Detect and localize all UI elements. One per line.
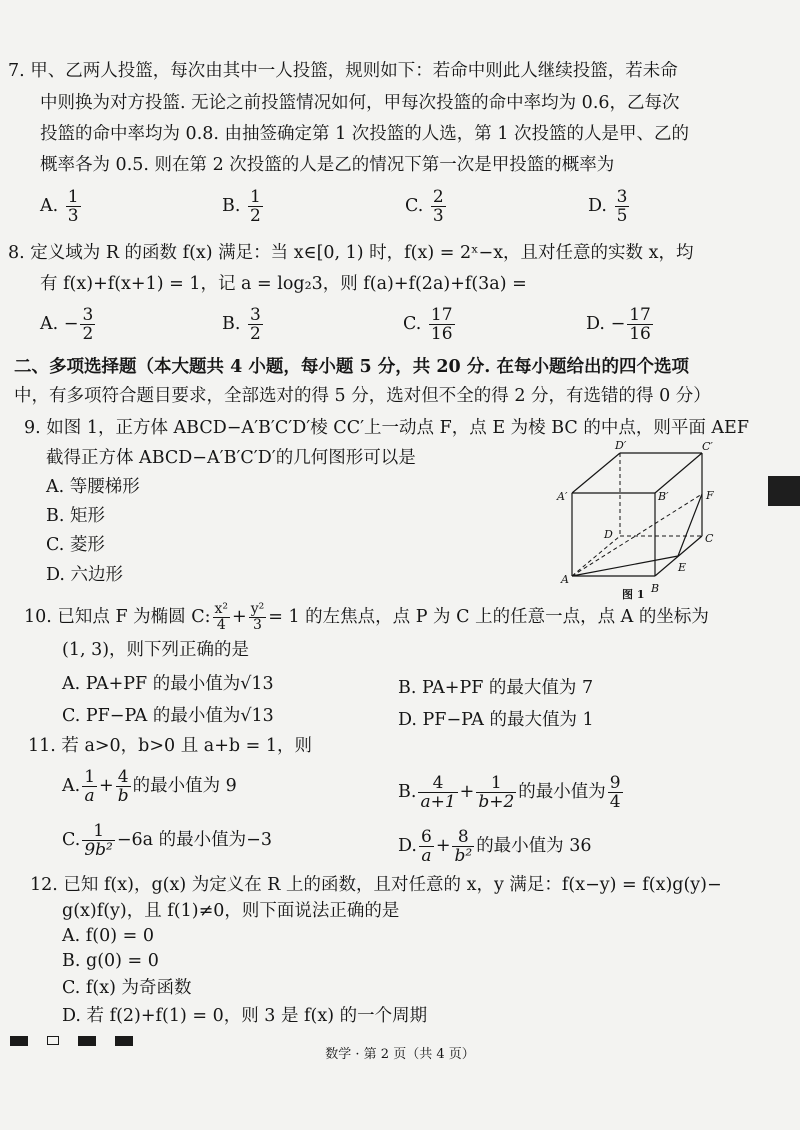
option-label: D. [398,836,417,856]
label-a1: A′ [557,490,568,503]
q9-option-c: C. 菱形 [46,535,105,555]
option-sign: − [610,314,626,334]
q11-stem: 11. 若 a>0，b>0 且 a+b = 1，则 [28,736,313,756]
frac-num: 1 [82,822,115,841]
label-f: F [706,489,714,502]
label-d1: D′ [615,439,627,452]
frac-num: x² [214,601,229,617]
frac-den: b [117,786,129,806]
label-c: C [705,532,714,545]
option-label: B. [222,196,241,216]
frac-num: 17 [430,305,453,325]
q7-line-1: 7. 甲、乙两人投篮，每次由其中一人投篮，规则如下：若命中则此人继续投篮，若未命 [8,61,678,81]
q10-plus: + [232,607,247,627]
frac-den: a+1 [420,792,456,812]
option-label: C. [405,196,424,216]
q7-option-a [40,188,83,225]
option-sign: − [63,314,79,334]
q7-line-4: 概率各为 0.5. 则在第 2 次投篮的人是乙的情况下第一次是甲投篮的概率为 [40,155,615,175]
option-label: A. [62,776,81,796]
frac-den: 2 [82,324,94,344]
option-label: B. [398,782,417,802]
frac-num: 1 [67,187,79,207]
option-tail: 的最小值为 36 [476,836,592,856]
q11-option-b [398,774,625,811]
frac-den: 3 [432,206,444,226]
line-ae [572,556,678,576]
q7-option-d [588,188,631,225]
q10-option-d: D. PF−PA 的最大值为 1 [398,710,594,730]
q12-line-2: g(x)f(y)，且 f(1)≠0，则下面说法正确的是 [62,901,400,921]
section-2-instructions: 中，有多项符合题目要求，全部选对的得 5 分，选对但不全的得 2 分，有选错的得 0 分） [14,386,711,406]
q11-option-d [398,828,592,865]
frac-den: 5 [616,206,628,226]
frac-den: 2 [250,324,261,344]
frac-1 [418,774,457,811]
hidden-edge-ad [572,536,620,576]
q7-option-c [405,188,448,225]
operator: + [459,782,475,802]
q7-line-3: 投篮的命中率均为 0.8. 由抽签确定第 1 次投篮的人选，第 1 次投篮的人是甲、乙的 [40,124,690,144]
option-fraction [429,306,455,343]
q12-option-d: D. 若 f(2)+f(1) = 0，则 3 是 f(x) 的一个周期 [62,1006,428,1026]
frac-den: 9b² [84,840,113,860]
q12-option-b: B. g(0) = 0 [62,951,159,971]
operator: + [435,836,451,856]
option-tail: 的最小值为 9 [132,776,237,796]
q10-option-b: B. PA+PF 的最大值为 7 [398,678,594,698]
frac-num: 1 [84,767,96,787]
q7-line-2: 中则换为对方投篮. 无论之前投篮情况如何，甲每次投篮的命中率均为 0.6，乙每次 [40,93,680,113]
frac-num: 8 [452,828,474,847]
q9-option-a: A. 等腰梯形 [46,477,140,497]
frac-num: 4 [418,774,457,793]
q9-option-d: D. 六边形 [46,565,124,585]
option-label: D. [588,196,607,216]
option-label: C. [62,830,81,850]
q9-line-2: 截得正方体 ABCD−A′B′C′D′的几何图形可以是 [46,448,416,468]
option-fraction [627,306,653,343]
edge-b1c1 [655,453,702,493]
operator: + [99,776,114,796]
q10-option-a: A. PA+PF 的最小值为√13 [62,674,274,694]
frac-num: y² [250,601,265,617]
option-label: B. [222,314,241,334]
frac-num: 9 [609,773,621,793]
frac-1 [82,768,97,805]
frac-den: 4 [609,792,621,812]
frac-den: a [421,846,432,866]
frac-den: b² [454,846,473,866]
section-2-heading: 二、多项选择题（本大题共 4 小题，每小题 5 分，共 20 分. 在每小题给出的四个选项 [14,357,689,377]
option-fraction [80,306,95,343]
q10-line-1 [24,600,709,634]
option-fraction [431,188,446,225]
option-label: A. [40,196,59,216]
q9-option-b: B. 矩形 [46,506,105,526]
page-footer: 数学 · 第 2 页（共 4 页） [325,1047,475,1062]
frac-2 [476,774,516,811]
label-a: A [561,573,569,586]
option-tail: −6a 的最小值为−3 [116,830,272,850]
frac-1 [82,822,115,859]
frac-den: 16 [430,324,453,344]
frac-den: 2 [250,206,261,226]
edge-a1d1 [572,453,620,493]
label-d: D [604,528,613,541]
q8-line-1: 8. 定义域为 R 的函数 f(x) 满足：当 x∈[0, 1) 时，f(x) = 2ˣ−x，且对任意的实数 x，均 [8,243,694,263]
option-label: A. [40,314,59,334]
q8-option-d [586,306,655,343]
q10-line-2: (1, 3)，则下列正确的是 [62,640,250,660]
side-tab-marker [768,476,800,506]
q10-post: = 1 的左焦点，点 P 为 C 上的任意一点，点 A 的坐标为 [268,607,709,627]
frac-1 [419,828,434,865]
frac-den: a [84,786,95,806]
q10-fraction-x [213,602,231,633]
frac-num: 3 [250,305,261,325]
q7-option-b [222,188,265,225]
frac-num: 1 [476,774,516,793]
option-fraction [615,188,630,225]
label-b: B [651,582,660,595]
frac-num: 1 [250,187,261,207]
frac-num: 3 [82,305,94,325]
q9-line-1: 9. 如图 1，正方体 ABCD−A′B′C′D′棱 CC′上一动点 F，点 E 为棱 BC 的中点，则平面 AEF [24,418,749,438]
q8-line-2: 有 f(x)+f(x+1) = 1，记 a = log₂3，则 f(a)+f(2a)+f(3a) = [40,274,527,294]
q8-option-a [40,306,97,343]
q11-option-c [62,822,272,859]
option-label: D. [586,314,605,334]
frac-den: 3 [253,617,262,633]
frac-num: 2 [432,187,444,207]
option-fraction [248,306,263,343]
label-b1: B′ [658,490,669,503]
q8-option-b [222,306,265,343]
q12-option-a: A. f(0) = 0 [62,926,154,946]
frac-num: 17 [629,305,651,325]
frac-num: 6 [420,827,432,847]
q11-option-a [62,768,237,805]
q10-fraction-y [249,602,267,633]
q12-line-1: 12. 已知 f(x)，g(x) 为定义在 R 上的函数，且对任意的 x，y 满足：f(x−y) = f(x)g(y)− [30,875,722,895]
q8-option-c [403,306,457,343]
q10-option-c: C. PF−PA 的最小值为√13 [62,706,274,726]
figure-caption: 图 1 [622,588,645,601]
frac-den: b+2 [478,792,515,812]
option-tail: 的最小值为 [518,782,606,802]
frac-2 [116,768,131,805]
frac-den: 3 [67,206,79,226]
label-c1: C′ [702,440,713,453]
frac-value [608,774,623,811]
frac-num: 4 [116,768,131,787]
frac-den: 16 [629,324,651,344]
option-fraction [248,188,263,225]
option-label: C. [403,314,422,334]
q10-pre: 10. 已知点 F 为椭圆 C: [24,607,211,627]
frac-num: 3 [616,187,628,207]
label-e: E [678,561,687,574]
frac-den: 4 [216,617,226,633]
frac-2 [452,828,474,865]
option-fraction [66,188,81,225]
cube-figure [552,438,732,606]
q12-option-c: C. f(x) 为奇函数 [62,978,192,998]
